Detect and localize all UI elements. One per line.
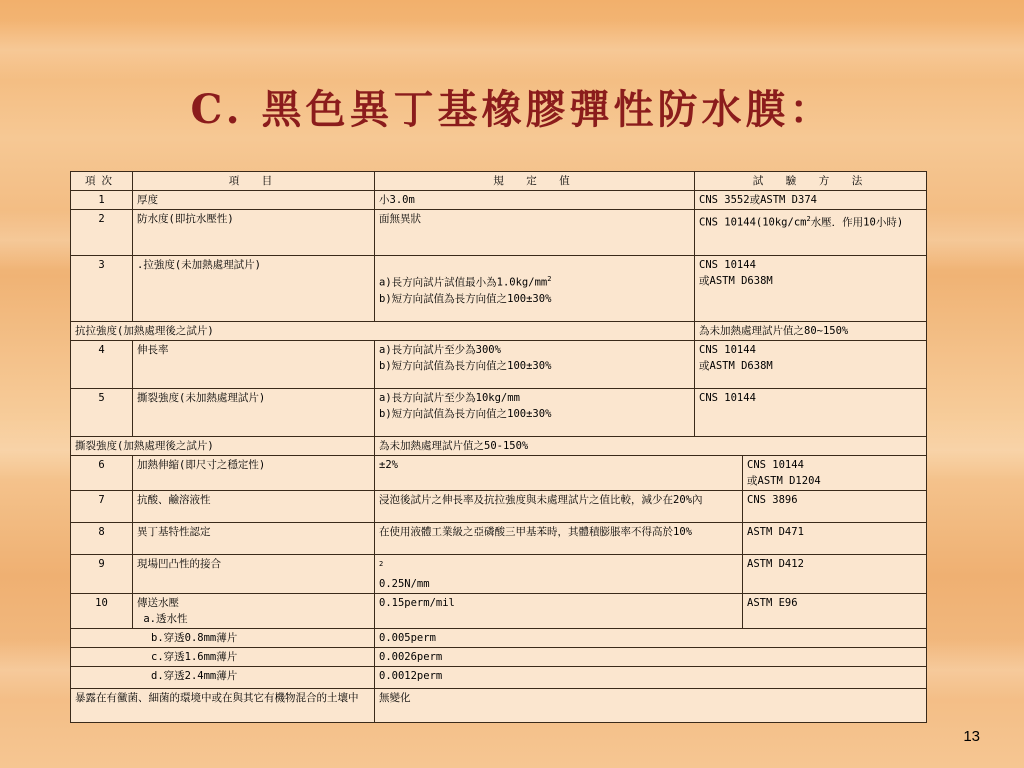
table-row	[71, 389, 927, 437]
row-item: b.穿透0.8mm薄片	[71, 628, 375, 647]
row-spec: 為未加熱處理試片值之50-150%	[375, 437, 927, 456]
row-no: 10	[71, 593, 133, 628]
row-no: 8	[71, 523, 133, 555]
row-item: .拉強度(未加熱處理試片)	[133, 256, 375, 322]
row-no: 4	[71, 341, 133, 389]
row-item: 異丁基特性認定	[133, 523, 375, 555]
slide-title: C. 黑色異丁基橡膠彈性防水膜：	[190, 86, 834, 133]
row-method: ASTM D412	[743, 555, 927, 594]
table-row	[71, 666, 927, 688]
row-item: 抗拉強度(加熱處理後之試片)	[71, 322, 695, 341]
row-method: CNS 10144 或ASTM D638M	[695, 341, 927, 389]
row-no: 9	[71, 555, 133, 594]
row-spec: 0.005perm	[375, 628, 927, 647]
row-no: 2	[71, 210, 133, 256]
row-spec: a)長方向試片至少為10kg/mm b)短方向試值為長方向值之100±30%	[375, 389, 695, 437]
row-spec: ±2%	[375, 456, 743, 491]
row-no: 5	[71, 389, 133, 437]
header-spec: 規 定 值	[375, 172, 695, 191]
row-item: 厚度	[133, 191, 375, 210]
row-spec: 小3.0m	[375, 191, 695, 210]
table-row	[71, 593, 927, 628]
row-method: CNS $10144(10kg/cm^2$水壓．作用10小時)	[695, 210, 927, 256]
spec-table	[70, 171, 927, 723]
row-item: 撕裂強度(加熱處理後之試片)	[71, 437, 375, 456]
row-spec: $^2$ 0.25N/mm	[375, 555, 743, 594]
row-spec: 在使用液體工業級之亞磷酸三甲基苯時，其體積膨脹率不得高於10%	[375, 523, 743, 555]
row-no: 1	[71, 191, 133, 210]
row-item: 撕裂強度(未加熱處理試片)	[133, 389, 375, 437]
row-spec: 0.0026perm	[375, 647, 927, 666]
header-method: 試 驗 方 法	[695, 172, 927, 191]
row-item: 傳送水壓 a.透水性	[133, 593, 375, 628]
row-method: CNS 10144	[695, 389, 927, 437]
header-item: 項 目	[133, 172, 375, 191]
row-item: 抗酸、鹼溶液性	[133, 491, 375, 523]
table-row	[71, 523, 927, 555]
row-spec: 0.0012perm	[375, 666, 927, 688]
row-method: CNS 10144 或ASTM D638M	[695, 256, 927, 322]
row-item: 加熱伸縮(即尺寸之穩定性)	[133, 456, 375, 491]
page-number: 13	[963, 728, 980, 745]
row-method: ASTM E96	[743, 593, 927, 628]
table-row	[71, 688, 927, 722]
row-spec: a)長方向試片試值最小為$1.0kg/mm^2$ b)短方向試值為長方向值之100±30%	[375, 256, 695, 322]
table-row	[71, 555, 927, 594]
table-row	[71, 256, 927, 322]
table-row	[71, 191, 927, 210]
table-header-row	[71, 172, 927, 191]
row-spec: 0.15perm/mil	[375, 593, 743, 628]
table-row	[71, 491, 927, 523]
row-spec: a)長方向試片至少為300% b)短方向試值為長方向值之100±30%	[375, 341, 695, 389]
row-spec: 面無異狀	[375, 210, 695, 256]
table-row	[71, 210, 927, 256]
row-item: c.穿透1.6mm薄片	[71, 647, 375, 666]
row-no: 3	[71, 256, 133, 322]
header-item-no: 項次	[71, 172, 133, 191]
row-no: 6	[71, 456, 133, 491]
row-method: ASTM D471	[743, 523, 927, 555]
row-item: 現場凹凸性的接合	[133, 555, 375, 594]
table-row	[71, 628, 927, 647]
table-row	[71, 322, 927, 341]
row-item: 伸長率	[133, 341, 375, 389]
row-spec: 為未加熱處理試片值之80~150%	[695, 322, 927, 341]
row-spec: 浸泡後試片之伸長率及抗拉強度與未處理試片之值比較，減少在20%內	[375, 491, 743, 523]
row-item: 防水度(即抗水壓性)	[133, 210, 375, 256]
row-item: 暴露在有黴菌、細菌的環境中或在與其它有機物混合的土壤中	[71, 688, 375, 722]
row-method: CNS 10144 或ASTM D1204	[743, 456, 927, 491]
row-item: d.穿透2.4mm薄片	[71, 666, 375, 688]
table-row	[71, 456, 927, 491]
row-spec: 無變化	[375, 688, 927, 722]
row-method: CNS 3552或ASTM D374	[695, 191, 927, 210]
row-no: 7	[71, 491, 133, 523]
table-row	[71, 647, 927, 666]
table-row	[71, 341, 927, 389]
row-method: CNS 3896	[743, 491, 927, 523]
table-row	[71, 437, 927, 456]
